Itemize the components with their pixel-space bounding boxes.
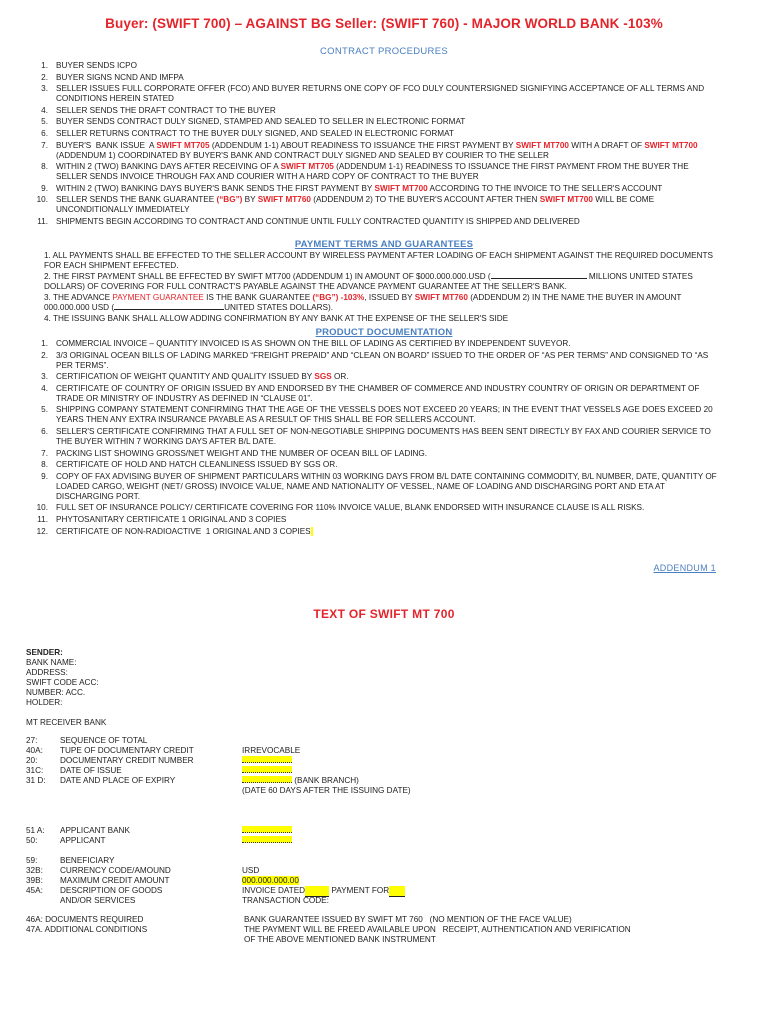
sender-block (26, 648, 106, 728)
field-code: 59: (26, 856, 38, 865)
field-label: APPLICANT BANK (60, 826, 130, 835)
list-number: 3. (41, 84, 48, 94)
list-number: 4. (41, 383, 48, 393)
list-text: SELLER RETURNS CONTRACT TO THE BUYER DULY SIGNED, AND SEALED IN ELECTRONIC FORMAT (56, 128, 454, 138)
field-value: TRANSACTION CODE: (242, 896, 329, 905)
list-number: 6. (41, 128, 48, 138)
list-number: 7. (41, 140, 48, 150)
field-label: DATE OF ISSUE (60, 766, 122, 775)
field-code: 32B: (26, 866, 43, 875)
sender-line: BANK NAME: (26, 658, 77, 667)
payment-term: 4. THE ISSUING BANK SHALL ALLOW ADDING CONFIRMATION BY ANY BANK AT THE EXPENSE OF THE SELLER'S SIDE (44, 314, 509, 323)
field-label: MAXIMUM CREDIT AMOUNT (60, 876, 170, 885)
list-number: 1. (41, 339, 48, 348)
product-document-item (30, 449, 720, 459)
list-number: 12. (36, 526, 48, 536)
list-number: 6. (41, 426, 48, 436)
list-text: BUYER SIGNS NCND AND IMFPA (56, 72, 184, 82)
sender-line: HOLDER: (26, 698, 63, 707)
field-code: 51 A: (26, 826, 45, 835)
field-value: (BANK BRANCH) (242, 776, 359, 786)
procedure-item (30, 217, 720, 227)
list-number: 11. (37, 216, 48, 226)
payment-term: 3. THE ADVANCE PAYMENT GUARANTEE IS THE BANK GUARANTEE (“BG”) -103%, ISSUED BY SWIFT MT760 (ADDENDUM 2) IN THE NAME THE BUYER IN AMOUNT 000.000.000 USD ( UNITED STATES DOLLARS). (44, 293, 682, 312)
field-value: BANK GUARANTEE ISSUED BY SWIFT MT 760 (NO MENTION OF THE FACE VALUE) (244, 915, 572, 924)
list-text: WITHIN 2 (TWO) BANKING DAYS AFTER RECEIVING OF A SWIFT MT705 (ADDENDUM 1-1) READINESS TO ISSUANCE THE FIRST PAYMENT FROM THE BUYER THE SELLER SENDS INVOICE THROUGH FAX AND COURIER WITH A HARD COPY OF CONTRACT TO THE BUYER (56, 162, 689, 182)
list-number: 1. (41, 61, 48, 70)
field-value (242, 766, 292, 776)
list-text: COPY OF FAX ADVISING BUYER OF SHIPMENT PARTICULARS WITHIN 03 WORKING DAYS FROM B/L DATE CONTAINING COMMODITY, B/L NUMBER, DATE, QUANTITY OF LOADED CARGO, WEIGHT (NET/ GROSS) INVOICE VALUE, NAME AND NATIONALITY OF VESSEL, NAME OF LOADING AND DISCHARGING PORT AND ETA AT DISCHARGING PORT. (56, 471, 717, 501)
field-value (242, 756, 292, 766)
addendum-link[interactable]: ADDENDUM 1 (653, 563, 716, 573)
field-code: 39B: (26, 876, 43, 885)
list-number: 10. (36, 503, 48, 513)
field-label: DOCUMENTARY CREDIT NUMBER (60, 756, 194, 765)
list-number: 10. (36, 195, 48, 205)
payment-term: 2. THE FIRST PAYMENT SHALL BE EFFECTED BY SWIFT MT700 (ADDENDUM 1) IN AMOUNT OF $000.000.000.USD ( MILLIONS UNITED STATES DOLLARS) OF COVERING FOR FULL CONTRACT'S PAYABLE AGAINST THE ADVANCE PAYMENT GUARANTEE AT THE SELLER'S BANK. (44, 272, 693, 291)
procedure-item (30, 129, 720, 139)
procedure-item (30, 162, 720, 182)
product-documentation-heading: PRODUCT DOCUMENTATION (315, 327, 453, 338)
product-document-item (30, 339, 720, 349)
field-value: INVOICE DATED PAYMENT FOR (242, 886, 405, 897)
field-code: 31 D: (26, 776, 46, 785)
list-number: 3. (41, 372, 48, 382)
product-document-item (30, 372, 720, 382)
payment-terms-list (44, 251, 724, 325)
list-number: 5. (41, 117, 48, 127)
product-document-item (30, 405, 720, 425)
field-value: USD (242, 866, 260, 875)
field-value: 000.000.000.00 (242, 876, 299, 885)
product-document-item (30, 503, 720, 513)
product-document-item (30, 427, 720, 447)
sender-line: SWIFT CODE ACC: (26, 678, 99, 687)
list-text: CERTIFICATE OF HOLD AND HATCH CLEANLINESS ISSUED BY SGS OR. (56, 460, 338, 470)
field-value: (DATE 60 DAYS AFTER THE ISSUING DATE) (242, 786, 411, 795)
field-label: SEQUENCE OF TOTAL (60, 736, 148, 745)
field-code: 31C: (26, 766, 44, 775)
field-value: IRREVOCABLE (242, 746, 301, 755)
list-number: 2. (41, 72, 48, 82)
field-code: 20: (26, 756, 38, 765)
list-number: 5. (41, 405, 48, 415)
payment-term: 1. ALL PAYMENTS SHALL BE EFFECTED TO THE SELLER ACCOUNT BY WIRELESS PAYMENT AFTER LOADING OF EACH SHIPMENT AGAINST THE REQUIRED DOCUMENTS FOR EACH SHIPMENT EFFECTED. (44, 251, 713, 270)
list-number: 4. (41, 105, 48, 115)
list-text: SHIPMENTS BEGIN ACCORDING TO CONTRACT AND CONTINUE UNTIL FULLY CONTRACTED QUANTITY IS SHIPPED AND DELIVERED (56, 216, 580, 226)
list-text: COMMERCIAL INVOICE – QUANTITY INVOICED IS AS SHOWN ON THE BILL OF LADING AS CERTIFIED BY INDEPENDENT SUVEYOR. (56, 339, 571, 348)
list-text: WITHIN 2 (TWO) BANKING DAYS BUYER'S BANK SENDS THE FIRST PAYMENT BY SWIFT MT700 ACCORDING TO THE INVOICE TO THE SELLER'S ACCOUNT (56, 183, 663, 193)
list-text: SELLER'S CERTIFICATE CONFIRMING THAT A FULL SET OF NON-NEGOTIABLE SHIPPING DOCUMENTS HAS BEEN SENT DIRECTLY BY FAX AND COURIER SERVICE TO THE BUYER WITHIN 7 WORKING DAYS AFTER B/L DATE. (56, 426, 711, 446)
list-number: 9. (41, 471, 48, 481)
field-value (242, 836, 292, 846)
field-code: 40A: (26, 746, 43, 755)
product-document-item (30, 460, 720, 470)
procedure-item (30, 195, 720, 215)
list-text: SELLER SENDS THE DRAFT CONTRACT TO THE BUYER (56, 105, 276, 115)
list-number: 8. (41, 162, 48, 172)
list-text: BUYER SENDS CONTRACT DULY SIGNED, STAMPED AND SEALED TO SELLER IN ELECTRONIC FORMAT (56, 117, 466, 127)
product-document-item (30, 515, 720, 525)
list-text: PHYTOSANITARY CERTIFICATE 1 ORIGINAL AND 3 COPIES (56, 514, 287, 524)
field-label: AND/OR SERVICES (60, 896, 136, 905)
field-code: 46A: DOCUMENTS REQUIRED (26, 915, 144, 924)
field-code: 45A: (26, 886, 43, 895)
list-text: PACKING LIST SHOWING GROSS/NET WEIGHT AND THE NUMBER OF OCEAN BILL OF LADING. (56, 448, 428, 458)
field-label: DESCRIPTION OF GOODS (60, 886, 163, 895)
sender-heading: SENDER: (26, 648, 63, 657)
list-text: CERTIFICATION OF WEIGHT QUANTITY AND QUALITY ISSUED BY SGS OR. (56, 372, 349, 382)
payment-terms-heading: PAYMENT TERMS AND GUARANTEES (294, 239, 474, 250)
field-code: 50: (26, 836, 38, 845)
field-value: THE PAYMENT WILL BE FREED AVAILABLE UPON RECEIPT, AUTHENTICATION AND VERIFICATION (244, 925, 631, 934)
contract-procedures-heading[interactable]: CONTRACT PROCEDURES (320, 46, 448, 57)
list-text: CERTIFICATE OF COUNTRY OF ORIGIN ISSUED BY AND ENDORSED BY THE CHAMBER OF COMMERCE AND INDUSTRY COUNTRY OF ORIGIN OR DEPARTMENT OF TRADE OR MINISTRY OF INDUSTRY AS DEFINED IN “CLAUSE 01”. (56, 383, 700, 403)
list-text: SELLER ISSUES FULL CORPORATE OFFER (FCO) AND BUYER RETURNS ONE COPY OF FCO DULY COUNTERSIGNED SIGNIFYING ACCEPTANCE OF ALL TERMS AND CONDITIONS HEREIN STATED (56, 84, 705, 104)
procedure-item (30, 117, 720, 127)
list-text: CERTIFICATE OF NON-RADIOACTIVE 1 ORIGINAL AND 3 COPIES (56, 527, 720, 537)
procedure-item (30, 73, 720, 83)
list-number: 9. (41, 183, 48, 193)
list-text: SHIPPING COMPANY STATEMENT CONFIRMING THAT THE AGE OF THE VESSELS DOES NOT EXCEED 20 YEARS; IN THE EVENT THAT VESSELS AGE DOES EXCEED 20 YEARS THEN ANY EXTRA INSURANCE PAYABLE AS A RESULT OF THIS SHALL BE FOR SELLERS ACCOUNT. (56, 405, 713, 425)
procedure-item (30, 141, 720, 161)
list-number: 11. (37, 514, 48, 524)
product-document-item (30, 351, 720, 371)
list-text: FULL SET OF INSURANCE POLICY/ CERTIFICATE COVERING FOR 110% INVOICE VALUE, BLANK ENDORSED WITH INSURANCE CLAUSE IS ALL RISKS. (56, 503, 645, 513)
procedure-item (30, 106, 720, 116)
field-label: CURRENCY CODE/AMOUND (60, 866, 171, 875)
field-code: 47A. ADDITIONAL CONDITIONS (26, 925, 148, 934)
field-code: 27: (26, 736, 38, 745)
product-documentation-list (30, 339, 720, 538)
receiver-bank: MT RECEIVER BANK (26, 718, 107, 727)
field-value: OF THE ABOVE MENTIONED BANK INSTRUMENT (244, 935, 436, 944)
list-number: 8. (41, 460, 48, 470)
document-title: Buyer: (SWIFT 700) – AGAINST BG Seller: (SWIFT 760) - MAJOR WORLD BANK -103% (105, 16, 663, 31)
list-text: BUYER SENDS ICPO (56, 61, 137, 70)
procedure-item (30, 84, 720, 104)
procedure-item (30, 61, 720, 71)
field-label: BENEFICIARY (60, 856, 115, 865)
list-text: SELLER SENDS THE BANK GUARANTEE (“BG”) BY SWIFT MT760 (ADDENDUM 2) TO THE BUYER'S ACCOUNT AFTER THEN SWIFT MT700 WILL BE COME UNCONDITIONALLY IMMEDIATELY (56, 195, 655, 215)
sender-line: NUMBER: ACC. (26, 688, 86, 697)
field-label: DATE AND PLACE OF EXPIRY (60, 776, 176, 785)
contract-procedures-list (30, 61, 720, 229)
field-value (242, 826, 292, 836)
list-text: BUYER'S BANK ISSUE A SWIFT MT705 (ADDENDUM 1-1) ABOUT READINESS TO ISSUANCE THE FIRST PAYMENT BY SWIFT MT700 WITH A DRAFT OF SWIFT MT700 (ADDENDUM 1) COORDINATED BY BUYER'S BANK AND CONTRACT DULY SIGNED AND SEALED BY COURIER TO THE SELLER (56, 140, 698, 160)
product-document-item (30, 527, 720, 537)
field-label: TUPE OF DOCUMENTARY CREDIT (60, 746, 194, 755)
list-number: 2. (41, 350, 48, 360)
procedure-item (30, 184, 720, 194)
list-text: 3/3 ORIGINAL OCEAN BILLS OF LADING MARKED “FREIGHT PREPAID” AND “CLEAN ON BOARD” ISSUED TO THE ORDER OF “AS PER TERMS” AND CONSIGNED TO “AS PER TERMS”. (56, 350, 709, 370)
product-document-item (30, 384, 720, 404)
product-document-item (30, 472, 720, 502)
field-label: APPLICANT (60, 836, 106, 845)
swift-mt700-title: TEXT OF SWIFT MT 700 (313, 607, 455, 621)
list-number: 7. (41, 448, 48, 458)
sender-line: ADDRESS: (26, 668, 68, 677)
